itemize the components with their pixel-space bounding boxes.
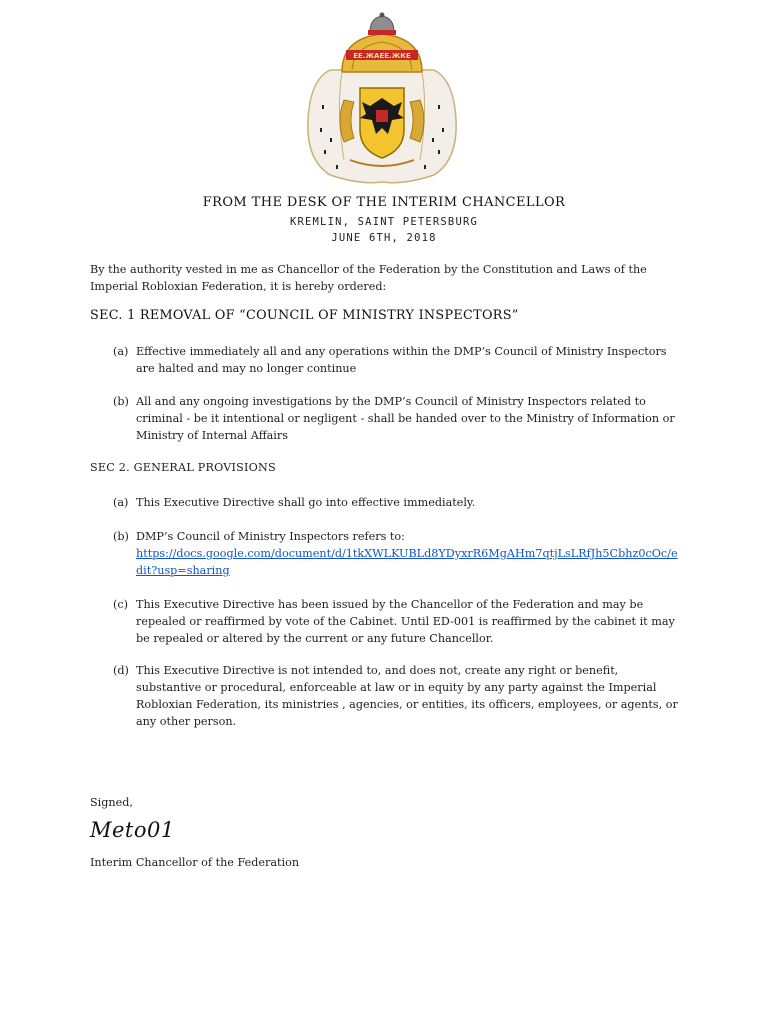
item-marker: (b) [113, 530, 129, 543]
item-text: Effective immediately all and any operations within the DMP’s Council of Ministry Inspectors are halted and may no longer continue [136, 345, 667, 375]
svg-text:ЕЕ.ЖАЕЕ.ЖКЕ: ЕЕ.ЖАЕЕ.ЖКЕ [353, 52, 411, 60]
header-location: KREMLIN, SAINT PETERSBURG [289, 216, 479, 228]
intro-paragraph: By the authority vested in me as Chancellor of the Federation by the Constitution and Laws of the Imperial Robloxian Federation, it is hereby ordered: [90, 263, 647, 293]
item-marker: (a) [113, 345, 129, 358]
item-text: This Executive Directive is not intended to, and does not, create any right or benefit, substantive or procedural, enforceable at law or in equity by any party against the Imperial Robloxian Federation, its ministries , agencies, or entities, its officers, employees, or agents, or any other person. [136, 664, 678, 728]
header-title: FROM THE DESK OF THE INTERIM CHANCELLOR [202, 195, 566, 210]
item-text: This Executive Directive has been issued by the Chancellor of the Federation and may be repealed or reaffirmed by vote of the Cabinet. Until ED-001 is reaffirmed by the cabinet it may be repealed or altered by the current or any future Chancellor. [136, 598, 675, 645]
header-date: JUNE 6TH, 2018 [331, 232, 437, 244]
section-1-heading: SEC. 1 REMOVAL OF “COUNCIL OF MINISTRY INSPECTORS” [90, 308, 519, 323]
item-text: All and any ongoing investigations by the DMP’s Council of Ministry Inspectors related to criminal - be it intentional or negligent - shall be handed over to the Ministry of Information or Ministry of Internal Affairs [136, 395, 675, 442]
signed-label: Signed, [90, 796, 133, 809]
section-2-heading: SEC 2. GENERAL PROVISIONS [90, 461, 276, 474]
item-marker: (a) [113, 496, 129, 509]
signer-title: Interim Chancellor of the Federation [90, 856, 300, 869]
item-marker: (d) [113, 664, 129, 677]
council-document-link[interactable]: https://docs.google.com/document/d/1tkXWLKUBLd8YDyxrR6MgAHm7qtjLsLRfJh5Cbhz0cOc/edit?usp=sharing [136, 547, 678, 577]
signature: Meto01 [90, 818, 175, 842]
item-text: This Executive Directive shall go into effective immediately. [136, 496, 476, 509]
item-marker: (b) [113, 395, 129, 408]
item-text: DMP’s Council of Ministry Inspectors refers to: [136, 530, 405, 543]
coat-of-arms-emblem [300, 10, 464, 188]
item-marker: (c) [113, 598, 128, 611]
